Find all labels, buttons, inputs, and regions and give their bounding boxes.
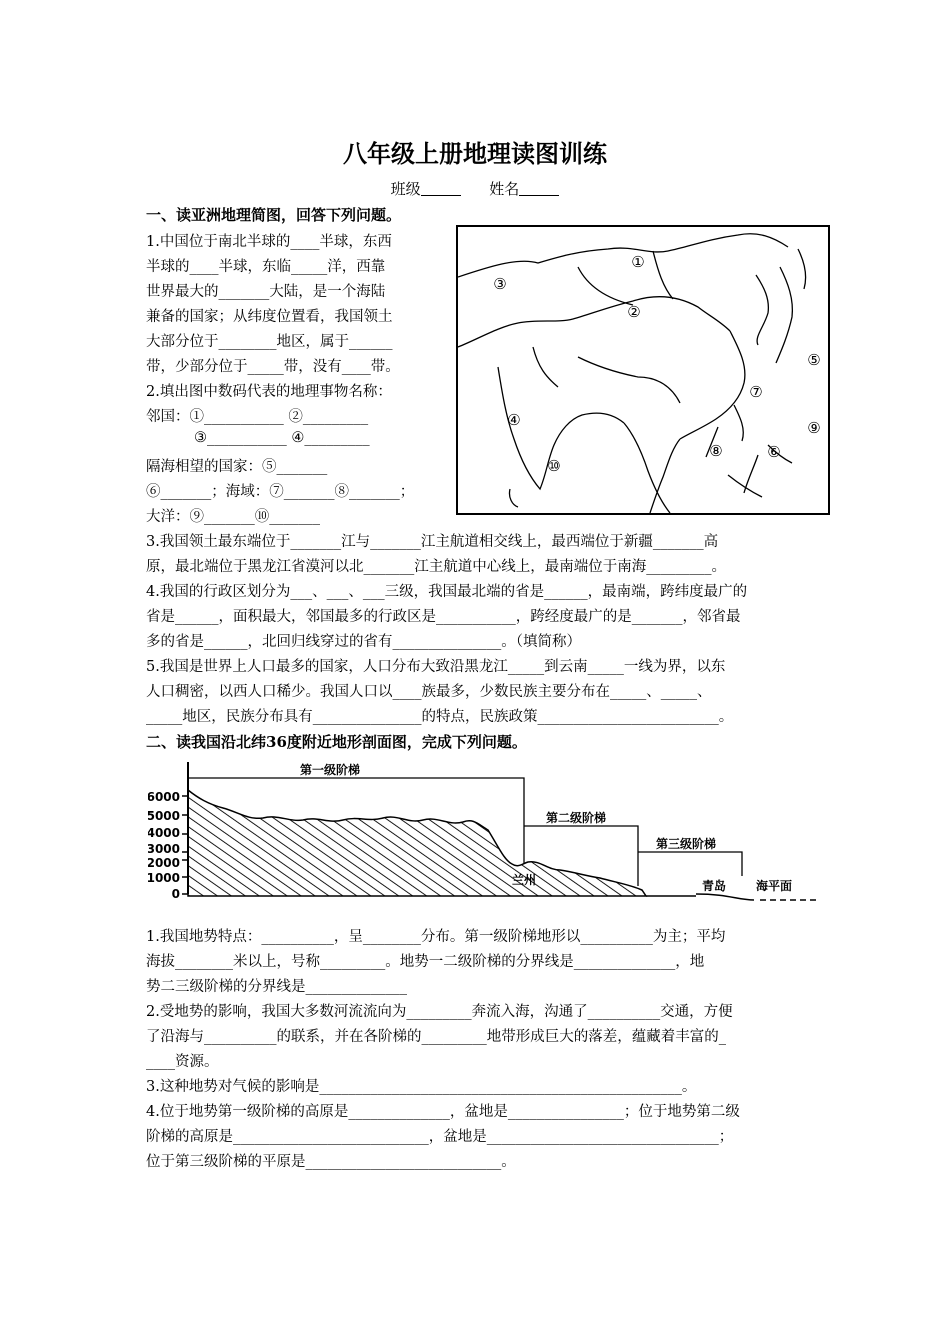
s1-line: 兼备的国家；从纬度位置看，我国领土: [146, 309, 393, 325]
s1-line: ⑥_______；海域：⑦_______⑧_______；: [146, 484, 415, 500]
s1-line: 大洋：⑨_______⑩_______: [146, 509, 320, 525]
s1-wide-line: 5.我国是世界上人口最多的国家，人口分布大致沿黑龙江_____到云南_____一线为界，以东: [146, 659, 726, 675]
terrain-mass: [188, 790, 646, 896]
lanzhou-label: 兰州: [512, 873, 537, 887]
asia-map-svg: [458, 227, 828, 513]
y-tick: 2000: [148, 856, 180, 870]
class-label: 班级: [390, 180, 421, 198]
map-label-2: ②: [627, 303, 641, 321]
s1-line: 大部分位于________地区，属于______: [146, 334, 393, 350]
step2-label: 第二级阶梯: [546, 811, 607, 825]
s1-line: 1.中国位于南北半球的____半球，东西: [146, 234, 392, 250]
map-label-5: ⑤: [807, 351, 821, 369]
s2-line: ____资源。: [146, 1054, 219, 1070]
coastline: [696, 894, 754, 900]
step3-label: 第三级阶梯: [656, 837, 717, 851]
s1-line: 2.填出图中数码代表的地理事物名称：: [146, 384, 392, 400]
step3-bracket: [638, 852, 742, 876]
s2-line: 了沿海与__________的联系，并在各阶梯的_________地带形成巨大的落差，蕴藏着丰富的_: [146, 1029, 726, 1045]
s1-line: 隔海相望的国家：⑤_______: [146, 459, 328, 475]
terrain-profile-svg: [148, 760, 818, 910]
s1-line: 半球的____半球，东临_____洋，西靠: [146, 259, 386, 275]
s1-wide-line: 3.我国领土最东端位于_______江与_______江主航道相交线上，最西端位于新疆_______高: [146, 534, 719, 550]
s1-wide-line: 多的省是______，北回归线穿过的省有_______________。（填简称）: [146, 634, 581, 650]
s2-line: 2.受地势的影响，我国大多数河流流向为_________奔流入海，沟通了__________交通，方便: [146, 1004, 733, 1020]
s1-wide-line: 省是______，面积最大，邻国最多的行政区是___________，跨经度最广的是_______，邻省最: [146, 609, 741, 625]
terrain-profile: [148, 760, 818, 910]
s1-line: 带，少部分位于_____带，没有____带。: [146, 359, 400, 375]
y-tick: 0: [171, 887, 180, 901]
s2-line: 位于第三级阶梯的平原是___________________________。: [146, 1154, 516, 1170]
map-label-9: ⑨: [807, 419, 821, 437]
name-blank[interactable]: [519, 180, 559, 196]
section1-heading: 一、读亚洲地理简图，回答下列问题。: [146, 206, 402, 224]
s2-line: 阶梯的高原是___________________________，盆地是________________________________；: [146, 1129, 734, 1145]
page-title: 八年级上册地理读图训练: [343, 139, 607, 168]
class-name-line: [0, 178, 950, 199]
map-label-8: ⑧: [709, 442, 723, 460]
s1-line: 世界最大的_______大陆，是一个海陆: [146, 284, 386, 300]
sea-level-label: 海平面: [756, 879, 793, 893]
s2-line: 海拔________米以上，号称_________。地势一二级阶梯的分界线是______________，地: [146, 954, 705, 970]
y-tick: 6000: [148, 790, 180, 804]
y-tick: 4000: [148, 826, 180, 840]
s2-line: 势二三级阶梯的分界线是______________: [146, 979, 407, 995]
s1-wide-line: _____地区，民族分布具有_______________的特点，民族政策_________________________。: [146, 709, 734, 725]
s1-line: 邻国：①___________ ②_________: [146, 409, 369, 425]
step1-label: 第一级阶梯: [300, 763, 361, 777]
qingdao-label: 青岛: [702, 879, 727, 893]
map-label-7: ⑦: [749, 383, 763, 401]
map-label-3: ③: [493, 275, 507, 293]
s1-wide-line: 4.我国的行政区划分为___、___、___三级，我国最北端的省是______，最南端，跨纬度最广的: [146, 584, 748, 600]
map-label-6: ⑥: [767, 443, 781, 461]
y-tick: 5000: [148, 809, 180, 823]
s2-line: 4.位于地势第一级阶梯的高原是______________，盆地是________________；位于地势第二级: [146, 1104, 740, 1120]
s1-line: ③___________ ④_________: [194, 430, 370, 446]
s1-wide-line: 原，最北端位于黑龙江省漠河以北_______江主航道中心线上，最南端位于南海_________。: [146, 559, 726, 575]
map-label-1: ①: [631, 253, 645, 271]
s1-wide-line: 人口稠密，以西人口稀少。我国人口以____族最多，少数民族主要分布在_____、_____、: [146, 684, 712, 700]
map-label-10: ⑩: [547, 457, 561, 475]
class-blank[interactable]: [421, 180, 461, 196]
y-tick: 1000: [148, 871, 180, 885]
s2-line: 1.我国地势特点：__________，呈________分布。第一级阶梯地形以__________为主；平均: [146, 929, 726, 945]
map-label-4: ④: [507, 411, 521, 429]
name-label: 姓名: [489, 180, 520, 198]
y-tick: 3000: [148, 842, 180, 856]
s2-line: 3.这种地势对气候的影响是__________________________________________________。: [146, 1079, 697, 1095]
section2-heading: 二、读我国沿北纬36度附近地形剖面图，完成下列问题。: [146, 733, 527, 751]
asia-map: [456, 225, 830, 515]
